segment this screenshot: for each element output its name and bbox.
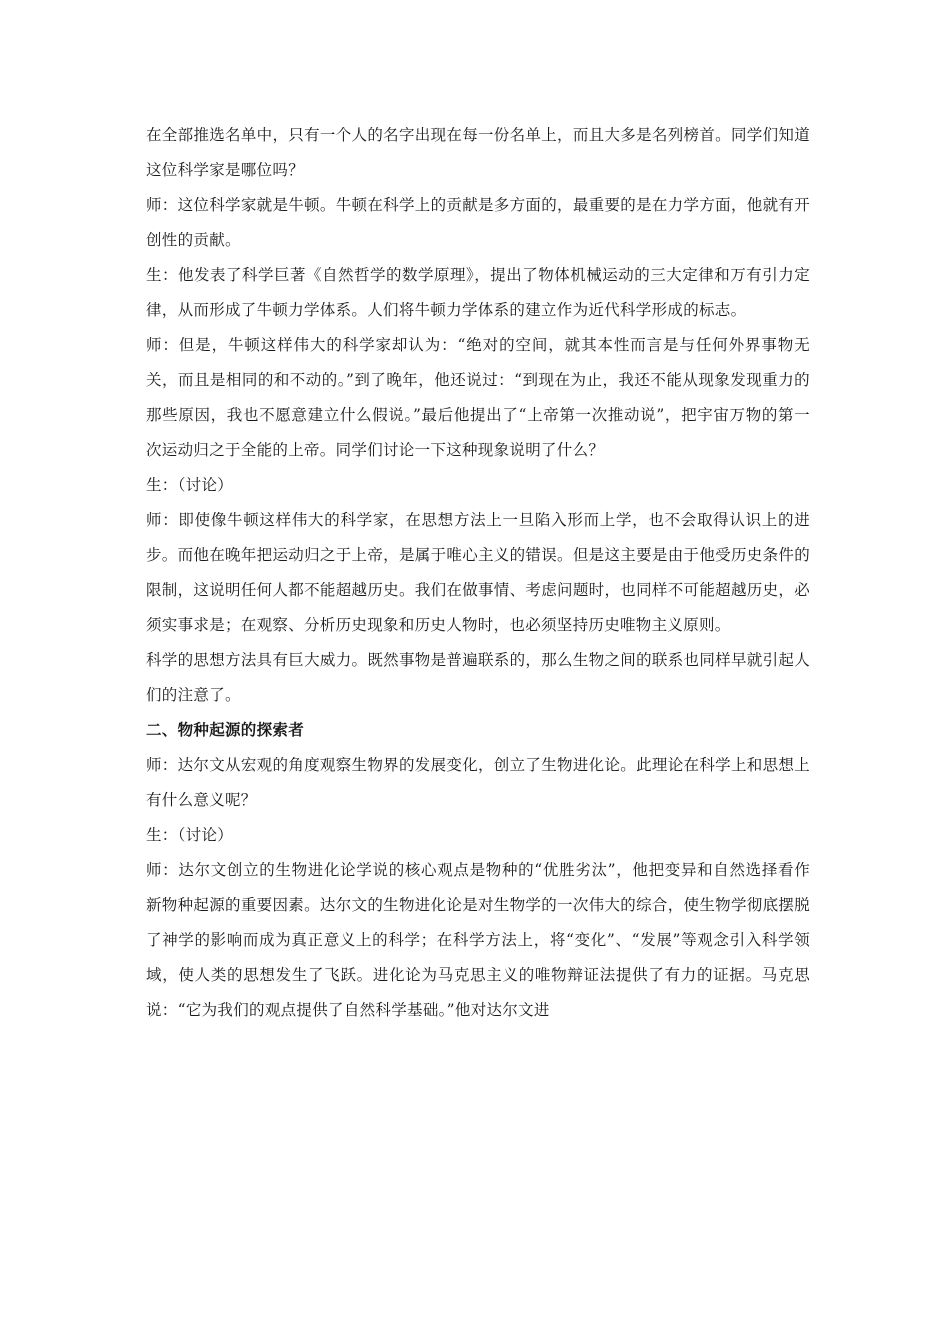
paragraph-10: 师：达尔文创立的生物进化论学说的核心观点是物种的“优胜劣汰”，他把变异和自然选择看作新物种起源的重要因素。达尔文的生物进化论是对生物学的一次伟大的综合，使生物学彻底摆脱了神学的影响而成为真正意义上的科学；在科学方法上，将“变化”、“发展”等观念引入科学领域，使人类的思想发生了飞跃。进化论为马克思主义的唯物辩证法提供了有力的证据。马克思说：“它为我们的观点提供了自然科学基础。”他对达尔文进 — [146, 861, 810, 1019]
paragraph-7: 科学的思想方法具有巨大威力。既然事物是普遍联系的，那么生物之间的联系也同样早就引起人们的注意了。 — [146, 651, 810, 704]
paragraph-5: 生：（讨论） — [146, 476, 234, 494]
paragraph-3: 生：他发表了科学巨著《自然哲学的数学原理》，提出了物体机械运动的三大定律和万有引力定律，从而形成了牛顿力学体系。人们将牛顿力学体系的建立作为近代科学形成的标志。 — [146, 266, 810, 319]
paragraph-6: 师：即使像牛顿这样伟大的科学家，在思想方法上一旦陷入形而上学，也不会取得认识上的进步。而他在晚年把运动归之于上帝，是属于唯心主义的错误。但是这主要是由于他受历史条件的限制，这说明任何人都不能超越历史。我们在做事情、考虑问题时，也同样不可能超越历史，必须实事求是；在观察、分析历史现象和历史人物时，也必须坚持历史唯物主义原则。 — [146, 511, 810, 634]
paragraph-4: 师：但是，牛顿这样伟大的科学家却认为：“绝对的空间，就其本性而言是与任何外界事物无关，而且是相同的和不动的。”到了晚年，他还说过：“到现在为止，我还不能从现象发现重力的那些原因，我也不愿意建立什么假说。”最后他提出了“上帝第一次推动说”，把宇宙万物的第一次运动归之于全能的上帝。同学们讨论一下这种现象说明了什么？ — [146, 336, 810, 459]
section-heading: 二、物种起源的探索者 — [146, 721, 305, 739]
paragraph-1: 在全部推选名单中，只有一个人的名字出现在每一份名单上，而且大多是名列榜首。同学们知道这位科学家是哪位吗？ — [146, 126, 810, 179]
paragraph-2: 师：这位科学家就是牛顿。牛顿在科学上的贡献是多方面的，最重要的是在力学方面，他就有开创性的贡献。 — [146, 196, 810, 249]
paragraph-8: 师：达尔文从宏观的角度观察生物界的发展变化，创立了生物进化论。此理论在科学上和思想上有什么意义呢？ — [146, 756, 810, 809]
document-page — [146, 118, 810, 1028]
paragraph-9: 生：（讨论） — [146, 826, 234, 844]
